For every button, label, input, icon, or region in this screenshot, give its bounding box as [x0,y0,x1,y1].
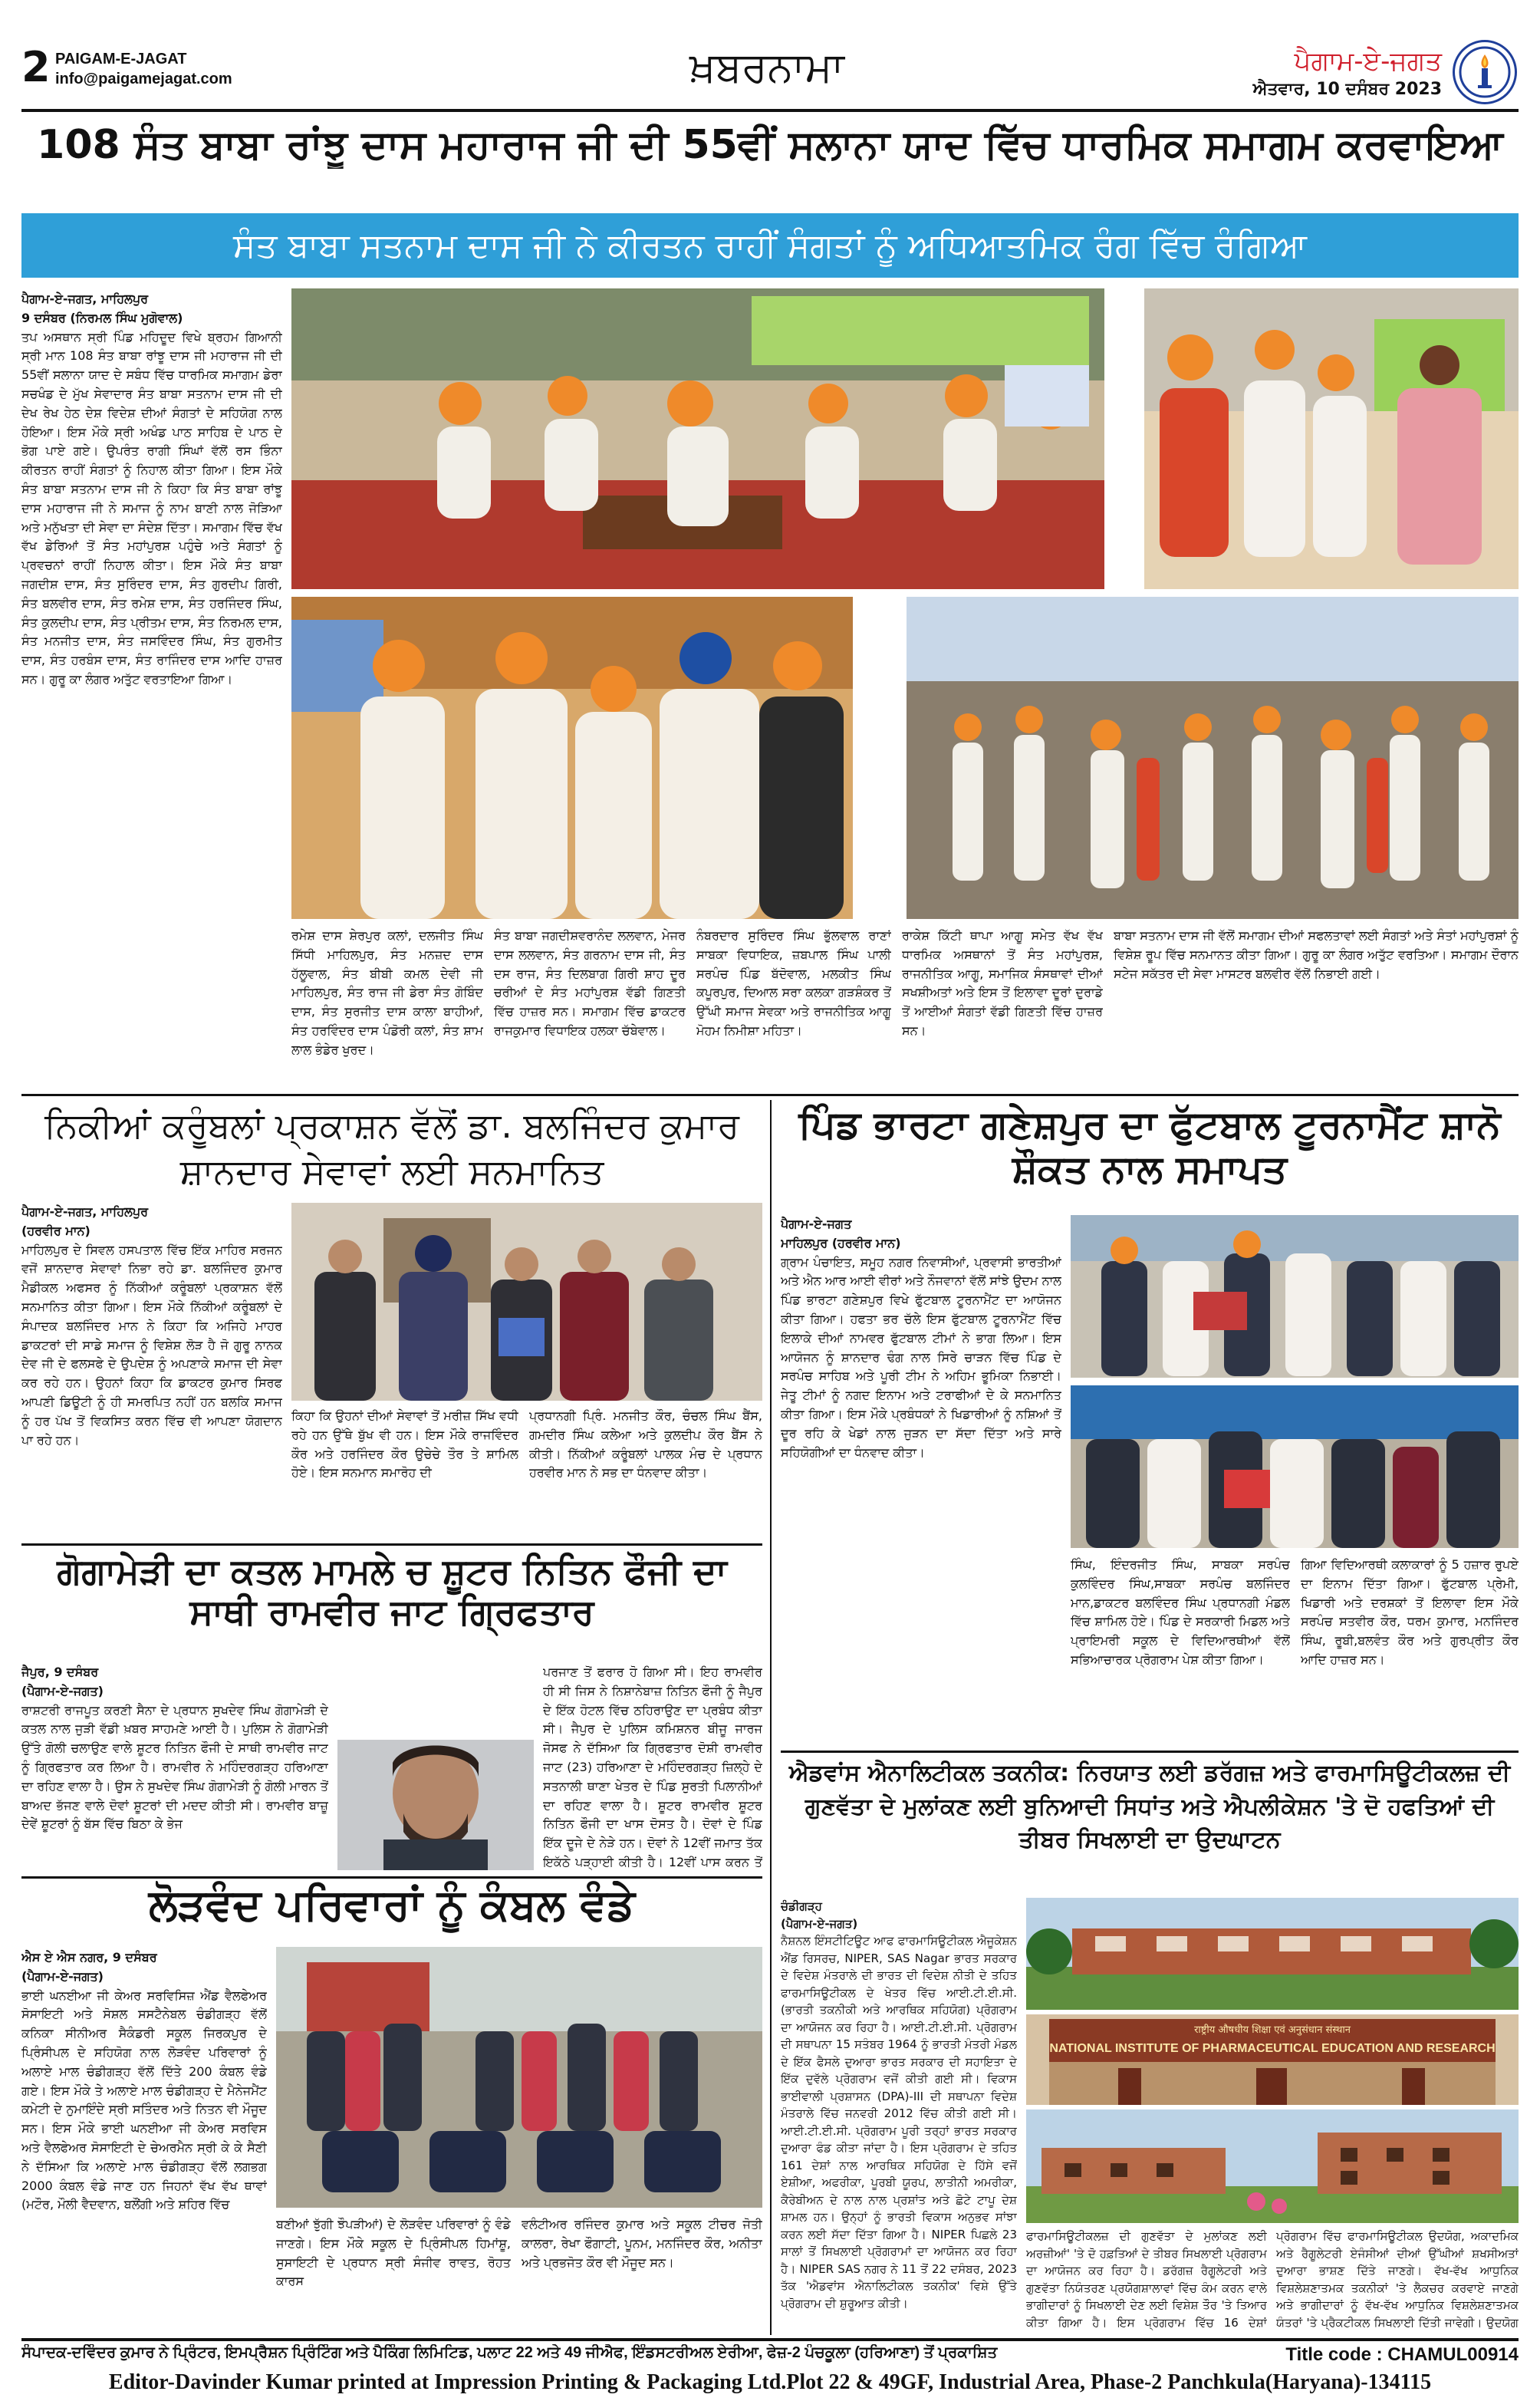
football-body-col1 [781,1215,1061,1744]
niper-body-col1 [781,1898,1017,2332]
newspaper-logo [1453,40,1517,104]
arrest-byline: ਜੈਪੁਰ, 9 ਦਸੰਬਰ [21,1665,99,1679]
lead-subhead-text: ਸੰਤ ਬਾਬਾ ਸਤਨਾਮ ਦਾਸ ਜੀ ਨੇ ਕੀਰਤਨ ਰਾਹੀਂ ਸੰਗਤਾਂ ਨੂੰ ਅਧਿਆਤਮਿਕ ਰੰਗ ਵਿੱਚ ਰੰਗਿਆ [233,226,1307,265]
niper-byline: ਚੰਡੀਗੜ੍ਹ [781,1899,822,1913]
football-byline: ਪੈਗਾਮ-ਏ-ਜਗਤ [781,1217,852,1231]
photo-dignitaries [1144,288,1519,589]
honor-body-col1 [21,1203,282,1540]
photo-football-guests [1071,1385,1519,1548]
blankets-body-col3: ਵਲੰਟੀਅਰ ਰਜਿੰਦਰ ਕੁਮਾਰ ਅਤੇ ਸਕੂਲ ਟੀਚਰ ਜੋਤੀ ਕਾਲਰਾ, ਰੇਖਾ ਫੌਗਾਟੀ, ਪੂਨਮ, ਮਨਜਿੰਦਰ ਕੌਰ, ਅਨੀਤਾ ਅਤੇ ਪ੍ਰਭਜੋਤ ਕੌਰ ਵੀ ਮੌਜੂਦ ਸਨ। [522,2217,762,2270]
lead-body-col2: ਰਮੇਸ਼ ਦਾਸ ਸ਼ੇਰਪੁਰ ਕਲਾਂ, ਦਲਜੀਤ ਸਿੰਘ ਸਿੱਧੀ ਮਾਹਿਲਪੁਰ, ਸੰਤ ਮਨਜ਼ਦ ਦਾਸ ਹੱਲੂਵਾਲ, ਸੰਤ ਬੀਬੀ ਕਮਲ ਦੇਵੀ ਜੀ ਮਾਹਿਲਪੁਰ, ਸੰਤ ਰਾਜ ਜੀ ਡੇਰਾ ਸੰਤ ਗੋਬਿੰਦ ਦਾਸ, ਸੰਤ ਸੁਰਜੀਤ ਦਾਸ ਕਾਲਾ ਬਾਹੀਆਂ, ਸੰਤ ਹਰਵਿੰਦਰ ਦਾਸ ਪੰਡੋਰੀ ਕਲਾਂ, ਸੰਤ ਸ਼ਾਮ ਲਾਲ ਭੰਡੇਰ ਖੁਰਦ। [291,928,483,1057]
blankets-byline: ਐਸ ਏ ਐਸ ਨਗਰ, 9 ਦਸੰਬਰ [21,1950,157,1965]
section-rule-4 [781,1751,1519,1753]
column-divider [770,1100,772,2335]
blankets-body-col1 [21,1948,267,2332]
honor-byline-author: (ਹਰਵੀਰ ਮਾਨ) [21,1223,90,1238]
football-body-col2: ਸਿੰਘ, ਇੰਦਰਜੀਤ ਸਿੰਘ, ਸਾਬਕਾ ਸਰਪੰਚ ਕੁਲਵਿੰਦਰ ਸਿੰਘ,ਸਾਬਕਾ ਸਰਪੰਚ ਬਲਜਿੰਦਰ ਮਾਨ,ਡਾਕਟਰ ਬਲਵਿੰਦਰ ਸਿੰਘ ਪ੍ਰਧਾਨਗੀ ਮੰਡਲ ਵਿੱਚ ਸ਼ਾਮਿਲ ਹੋਏ। ਪਿੰਡ ਦੇ ਸਰਕਾਰੀ ਮਿਡਲ ਅਤੇ ਪ੍ਰਾਇਮਰੀ ਸਕੂਲ ਦੇ ਵਿਦਿਆਰਥੀਆਂ ਵੱਲੋਂ ਸਭਿਆਚਾਰਕ ਪ੍ਰੋਗਰਾਮ ਪੇਸ਼ ਕੀਤਾ ਗਿਆ। [1071,1557,1290,1667]
niper-byline-source: (ਪੈਗਾਮ-ਏ-ਜਗਤ) [781,1916,858,1931]
paper-name: PAIGAM-E-JAGAT [55,51,187,68]
niper-body: ਨੈਸ਼ਨਲ ਇੰਸਟੀਟਿਊਟ ਆਫ ਫਾਰਮਾਸਿਊਟੀਕਲ ਐਜੂਕੇਸ਼ਨ ਐਂਡ ਰਿਸਰਚ, NIPER, SAS Nagar ਭਾਰਤ ਸਰਕਾਰ ਦੇ ਵਿਦੇਸ਼ ਮੰਤਰਾਲੇ ਦੀ ਭਾਰਤ ਦੀ ਵਿਦੇਸ਼ ਨੀਤੀ ਦੇ ਤਹਿਤ ਫਾਰਮਾਸਿਊਟੀਕਲ ਦੇ ਖੇਤਰ ਵਿੱਚ ਆਈ.ਟੀ.ਈ.ਸੀ. (ਭਾਰਤੀ ਤਕਨੀਕੀ ਅਤੇ ਆਰਥਿਕ ਸਹਿਯੋਗ) ਪ੍ਰੋਗਰਾਮ ਦਾ ਆਯੋਜਨ ਕਰ ਰਿਹਾ ਹੈ। ਆਈ.ਟੀ.ਈ.ਸੀ. ਪ੍ਰੋਗਰਾਮ ਦੀ ਸਥਾਪਨਾ 15 ਸਤੰਬਰ 1964 ਨੂੰ ਭਾਰਤੀ ਮੰਤਰੀ ਮੰਡਲ ਦੇ ਇੱਕ ਫੈਸਲੇ ਦੁਆਰਾ ਭਾਰਤ ਸਰਕਾਰ ਦੀ ਸਹਾਇਤਾ ਦੇ ਇੱਕ ਦੁਵੱਲੇ ਪ੍ਰੋਗਰਾਮ ਵਜੋਂ ਕੀਤੀ ਗਈ ਸੀ। ਵਿਕਾਸ ਭਾਈਵਾਲੀ ਪ੍ਰਸ਼ਾਸਨ (DPA)-III ਦੀ ਸਥਾਪਨਾ ਵਿਦੇਸ਼ ਮੰਤਰਾਲੇ ਵਿੱਚ ਜਨਵਰੀ 2012 ਵਿੱਚ ਕੀਤੀ ਗਈ ਸੀ। ਆਈ.ਟੀ.ਈ.ਸੀ. ਪ੍ਰੋਗਰਾਮ ਪੂਰੀ ਤਰ੍ਹਾਂ ਭਾਰਤ ਸਰਕਾਰ ਦੁਆਰਾ ਫੰਡ ਕੀਤਾ ਜਾਂਦਾ ਹੈ। ਇਸ ਪ੍ਰੋਗਰਾਮ ਦੇ ਤਹਿਤ 161 ਦੇਸ਼ਾਂ ਨਾਲ ਆਰਥਿਕ ਸਹਿਯੋਗ ਦੇ ਹਿੱਸੇ ਵਜੋਂ ਏਸ਼ੀਆ, ਅਫਰੀਕਾ, ਪੂਰਬੀ ਯੂਰਪ, ਲਾਤੀਨੀ ਅਮਰੀਕਾ, ਕੈਰੇਬੀਅਨ ਦੇ ਨਾਲ ਨਾਲ ਪ੍ਰਸ਼ਾਂਤ ਅਤੇ ਛੋਟੇ ਟਾਪੂ ਦੇਸ਼ ਸ਼ਾਮਲ ਹਨ। ਉਨ੍ਹਾਂ ਨੂੰ ਭਾਰਤੀ ਵਿਕਾਸ ਅਨੁਭਵ ਸਾਂਝਾ ਕਰਨ ਲਈ ਸੱਦਾ ਦਿੱਤਾ ਗਿਆ ਹੈ। NIPER ਪਿਛਲੇ 23 ਸਾਲਾਂ ਤੋਂ ਸਿਖਲਾਈ ਪ੍ਰੋਗਰਾਮਾਂ ਦਾ ਆਯੋਜਨ ਕਰ ਰਿਹਾ ਹੈ। NIPER SAS ਨਗਰ ਨੇ 11 ਤੋਂ 22 ਦਸੰਬਰ, 2023 ਤੱਕ 'ਐਡਵਾਂਸ ਐਨਾਲਿਟੀਕਲ ਤਕਨੀਕ' ਵਿਸ਼ੇ ਉੱਤੇ ਪ੍ਰੋਗਰਾਮ ਦੀ ਸ਼ੁਰੂਆਤ ਕੀਤੀ। [781,1934,1017,2310]
footer-imprint-punjabi: ਸੰਪਾਦਕ-ਦਵਿੰਦਰ ਕੁਮਾਰ ਨੇ ਪ੍ਰਿੰਟਰ, ਇਮਪ੍ਰੈਸ਼ਨ ਪ੍ਰਿੰਟਿੰਗ ਅਤੇ ਪੈਕਿੰਗ ਲਿਮਿਟਿਡ, ਪਲਾਟ 22 ਅਤੇ 49 ਜੀਐਫ, ਇੰਡਸਟਰੀਅਲ ਏਰੀਆ, ਫੇਜ਼-2 ਪੰਚਕੂਲਾ (ਹਰਿਆਣਾ) ਤੋਂ ਪ੍ਰਕਾਸ਼ਿਤ [21,2344,998,2361]
arrest-headline: ਗੋਗਾਮੇੜੀ ਦਾ ਕਤਲ ਮਾਮਲੇ ਚ ਸ਼ੂਟਰ ਨਿਤਿਨ ਫੌਜੀ ਦਾ ਸਾਥੀ ਰਾਮਵੀਰ ਜਾਟ ਗ੍ਰਿਫਤਾਰ [57,1551,727,1632]
brand-name: ਪੈਗਾਮ-ਏ-ਜਗਤ [1294,46,1442,77]
arrest-body-col2: ਪਰਜਾਣ ਤੋਂ ਫਰਾਰ ਹੋ ਗਿਆ ਸੀ। ਇਹ ਰਾਮਵੀਰ ਹੀ ਸੀ ਜਿਸ ਨੇ ਨਿਸ਼ਾਨੇਬਾਜ਼ ਨਿਤਿਨ ਫੌਜੀ ਨੂੰ ਜੈਪੁਰ ਦੇ ਇੱਕ ਹੋਟਲ ਵਿੱਚ ਠਹਿਰਾਉਣ ਦਾ ਪ੍ਰਬੰਧ ਕੀਤਾ ਸੀ। ਜੈਪੁਰ ਦੇ ਪੁਲਿਸ ਕਮਿਸ਼ਨਰ ਬੀਜੂ ਜਾਰਜ ਜੋਸਫ ਨੇ ਦੱਸਿਆ ਕਿ ਗ੍ਰਿਫਤਾਰ ਦੋਸ਼ੀ ਰਾਮਵੀਰ ਜਾਟ (23) ਹਰਿਆਣਾ ਦੇ ਮਹਿੰਦਰਗੜ੍ਹ ਜ਼ਿਲ੍ਹੇ ਦੇ ਸਤਨਾਲੀ ਥਾਣਾ ਖੇਤਰ ਦੇ ਪਿੰਡ ਸੁਰਤੀ ਪਿਲਾਨੀਆਂ ਦਾ ਰਹਿਣ ਵਾਲਾ ਹੈ। ਸ਼ੂਟਰ ਰਾਮਵੀਰ ਸ਼ੂਟਰ ਨਿਤਿਨ ਫੌਜੀ ਦਾ ਖਾਸ ਦੋਸਤ ਹੈ। ਦੋਵਾਂ ਦੇ ਪਿੰਡ ਇੱਕ ਦੂਜੇ ਦੇ ਨੇੜੇ ਹਨ। ਦੋਵਾਂ ਨੇ 12ਵੀਂ ਜਮਾਤ ਤੱਕ ਇਕੱਠੇ ਪੜ੍ਹਾਈ ਕੀਤੀ ਹੈ। 12ਵੀਂ ਪਾਸ ਕਰਨ ਤੋਂ [543,1665,762,1869]
issue-date: ਐਤਵਾਰ, 10 ਦਸੰਬਰ 2023 [1252,80,1442,99]
niper-body-col2: ਫਾਰਮਾਸਿਊਟੀਕਲਜ਼ ਦੀ ਗੁਣਵੱਤਾ ਦੇ ਮੁਲਾਂਕਣ ਲਈ ਅਰਜ਼ੀਆਂ' 'ਤੇ ਦੋ ਹਫ਼ਤਿਆਂ ਦੇ ਤੀਬਰ ਸਿਖਲਾਈ ਪ੍ਰੋਗਰਾਮ ਦਾ ਆਯੋਜਨ ਕਰ ਰਿਹਾ ਹੈ। ਡਰੱਗਜ਼ ਰੈਗੂਲੇਟਰੀ ਅਤੇ ਗੁਣਵੱਤਾ ਨਿਯੰਤਰਣ ਪ੍ਰਯੋਗਸ਼ਾਲਾਵਾਂ ਵਿੱਚ ਕੰਮ ਕਰਨ ਵਾਲੇ ਭਾਗੀਦਾਰਾਂ ਨੂੰ ਸਿਖਲਾਈ ਦੇਣ ਲਈ ਵਿਸ਼ੇਸ਼ ਤੌਰ 'ਤੇ ਤਿਆਰ ਕੀਤਾ ਗਿਆ ਹੈ। ਇਸ ਪ੍ਰੋਗਰਾਮ ਵਿੱਚ 16 ਦੇਸ਼ਾਂ [1026,2229,1267,2330]
lead-subhead [21,213,1519,278]
masthead-rule [21,109,1519,112]
niper-body-col3: ਪ੍ਰੋਗਰਾਮ ਵਿੱਚ ਫਾਰਮਾਸਿਊਟੀਕਲ ਉਦਯੋਗ, ਅਕਾਦਮਿਕ ਅਤੇ ਰੈਗੂਲੇਟਰੀ ਏਜੰਸੀਆਂ ਦੀਆਂ ਉੱਘੀਆਂ ਸ਼ਖਸੀਅਤਾਂ ਦੁਆਰਾ ਭਾਸ਼ਣ ਦਿੱਤੇ ਜਾਣਗੇ। ਵੱਖ-ਵੱਖ ਆਧੁਨਿਕ ਵਿਸ਼ਲੇਸ਼ਣਾਤਮਕ ਤਕਨੀਕਾਂ 'ਤੇ ਲੈਕਚਰ ਕਰਵਾਏ ਜਾਣਗੇ ਅਤੇ ਭਾਗੀਦਾਰਾਂ ਨੂੰ ਵੱਖ-ਵੱਖ ਆਧੁਨਿਕ ਵਿਸ਼ਲੇਸ਼ਣਾਤਮਕ ਯੰਤਰਾਂ 'ਤੇ ਪ੍ਰੈਕਟੀਕਲ ਸਿਖਲਾਈ ਦਿੱਤੀ ਜਾਵੇਗੀ। ਉਦਯੋਗ [1276,2229,1519,2330]
lead-body-col4: ਨੰਬਰਦਾਰ ਸੁਰਿੰਦਰ ਸਿੰਘ ਭੁੱਲਵਾਲ ਰਾਣਾਂ ਸਾਬਕਾ ਵਿਧਾਇਕ, ਜ਼ਬਪਾਲ ਸਿੰਘ ਪਾਲੀ ਸਰਪੰਚ ਪਿੰਡ ਬੱਦੋਵਾਲ, ਮਲਕੀਤ ਸਿੰਘ ਕਪੂਰਪੁਰ, ਦਿਆਲ ਸਰਾ ਕਲਕਾ ਗੜਸ਼ੰਕਰ ਤੋਂ ਉੱਘੀ ਸਮਾਜ ਸੇਵਕਾ ਅਤੇ ਰਾਜਨੀਤਿਕ ਆਗੂ ਮੋਹਮ ਨਿਮੀਸ਼ਾ ਮਹਿਤਾ। [696,928,891,1038]
blankets-byline-source: (ਪੈਗਾਮ-ਏ-ਜਗਤ) [21,1968,104,1984]
arrest-body-col1 [21,1663,328,1870]
torch-icon [1458,45,1512,99]
photo-kirtan-stage [291,288,1104,589]
photo-niper-buildings [1026,2110,1519,2223]
honor-headline: ਨਿਕੀਆਂ ਕਰੂੰਬਲਾਂ ਪ੍ਰਕਾਸ਼ਨ ਵੱਲੋਂ ਡਾ. ਬਲਜਿੰਦਰ ਕੁਮਾਰ ਸ਼ਾਨਦਾਰ ਸੇਵਾਵਾਂ ਲਈ ਸਨਮਾਨਿਤ [44,1105,740,1192]
honor-byline: ਪੈਗਾਮ-ਏ-ਜਗਤ, ਮਾਹਿਲਪੁਰ [21,1204,149,1219]
lead-byline-date: 9 ਦਸੰਬਰ (ਨਿਰਮਲ ਸਿੰਘ ਮੁਗੋਵਾਲ) [21,310,183,325]
niper-headline: ਐਡਵਾਂਸ ਐਨਾਲਿਟੀਕਲ ਤਕਨੀਕ: ਨਿਰਯਾਤ ਲਈ ਡਰੱਗਜ਼ ਅਤੇ ਫਾਰਮਾਸਿਊਟੀਕਲਜ਼ ਦੀ ਗੁਣਵੱਤਾ ਦੇ ਮੁਲਾਂਕਣ ਲਈ ਬੁਨਿਆਦੀ ਸਿਧਾਂਤ ਅਤੇ ਐਪਲੀਕੇਸ਼ਨ 'ਤੇ ਦੋ ਹਫਤਿਆਂ ਦੀ ਤੀਬਰ ਸਿਖਲਾਈ ਦਾ ਉਦਘਾਟਨ [788,1760,1511,1853]
section-rule-2 [21,1543,762,1546]
honor-body: ਮਾਹਿਲਪੁਰ ਦੇ ਸਿਵਲ ਹਸਪਤਾਲ ਵਿੱਚ ਇੱਕ ਮਾਹਿਰ ਸਰਜਨ ਵਜੋਂ ਸ਼ਾਨਦਾਰ ਸੇਵਾਵਾਂ ਨਿਭਾ ਰਹੇ ਡਾ. ਬਲਜਿੰਦਰ ਕੁਮਾਰ ਮੈਡੀਕਲ ਅਫਸਰ ਨੂੰ ਨਿੱਕੀਆਂ ਕਰੂੰਬਲਾਂ ਪ੍ਰਕਾਸ਼ਨ ਵੱਲੋਂ ਸਨਮਾਨਿਤ ਕੀਤਾ ਗਿਆ। ਇਸ ਮੌਕੇ ਨਿੱਕੀਆਂ ਕਰੂੰਬਲਾਂ ਦੇ ਸੰਪਾਦਕ ਬਲਜਿੰਦਰ ਮਾਨ ਨੇ ਕਿਹਾ ਕਿ ਅਜਿਹੇ ਮਾਹਰ ਡਾਕਟਰਾਂ ਦੀ ਸਾਡੇ ਸਮਾਜ ਨੂੰ ਵਿਸ਼ੇਸ਼ ਲੋੜ ਹੈ ਜੋ ਗੁਰੂ ਨਾਨਕ ਦੇਵ ਜੀ ਦੇ ਫਲਸਫੇ ਦੇ ਉਪਦੇਸ਼ ਨੂੰ ਅਪਣਾਕੇ ਸਮਾਜ ਦੀ ਸੇਵਾ ਕਰ ਰਹੇ ਹਨ। ਉਹਨਾਂ ਕਿਹਾ ਕਿ ਡਾਕਟਰ ਕੁਮਾਰ ਸਿਰਫ ਆਪਣੀ ਡਿਊਟੀ ਨੂੰ ਹੀ ਸਮਰਪਿਤ ਨਹੀਂ ਹਨ ਬਲਕਿ ਸਮਾਜ ਨੂੰ ਹਰ ਪੱਖ ਤੋਂ ਵਿਕਸਿਤ ਕਰਨ ਵਿੱਚ ਵੀ ਆਪਣਾ ਯੋਗਦਾਨ ਪਾ ਰਹੇ ਹਨ। [21,1242,282,1448]
footer-imprint-english: Editor-Davinder Kumar printed at Impression Printing & Packaging Ltd.Plot 22 & 49GF, Industrial Area, Phase-2 Panchkula(Haryana)-134115 [108,2370,1432,2394]
lead-body-col3: ਸੰਤ ਬਾਬਾ ਜਗਦੀਸ਼ਵਰਾਨੰਦ ਲਲਵਾਨ, ਮੇਜਰ ਦਾਸ ਲਲਵਾਨ, ਸੰਤ ਗਰਨਾਮ ਦਾਸ ਜੀ, ਸੰਤ ਦਸ ਰਾਜ, ਸੰਤ ਦਿਲਬਾਗ ਗਿਰੀ ਸ਼ਾਹ ਦੂਰ ਚਰੀਆਂ ਦੇ ਸੰਤ ਮਹਾਂਪੁਰਸ਼ ਵੱਡੀ ਗਿਣਤੀ ਵਿੱਚ ਹਾਜ਼ਰ ਸਨ। ਸਮਾਗਮ ਵਿੱਚ ਡਾਕਟਰ ਰਾਜਕੁਮਾਰ ਵਿਧਾਇਕ ਹਲਕਾ ਚੱਬੇਵਾਲ। [494,928,686,1038]
lead-body: ਤਪ ਅਸਥਾਨ ਸ੍ਰੀ ਪਿੰਡ ਮਹਿਦੂਦ ਵਿਖੇ ਬ੍ਰਹਮ ਗਿਆਨੀ ਸ੍ਰੀ ਮਾਨ 108 ਸੰਤ ਬਾਬਾ ਰਾਂਝੂ ਦਾਸ ਜੀ ਮਹਾਰਾਜ ਜੀ ਦੀ 55ਵੀਂ ਸਲਾਨਾ ਯਾਦ ਦੇ ਸਬੰਧ ਵਿੱਚ ਧਾਰਮਿਕ ਸਮਾਗਮ ਡੇਰਾ ਸਚਖੰਡ ਦੇ ਮੁੱਖ ਸੇਵਾਦਾਰ ਸੰਤ ਬਾਬਾ ਸਤਨਾਮ ਦਾਸ ਜੀ ਦੀ ਦੇਖ ਰੇਖ ਹੇਠ ਦੇਸ਼ ਵਿਦੇਸ਼ ਦੀਆਂ ਸੰਗਤਾਂ ਦੇ ਸਹਿਯੋਗ ਨਾਲ ਹੋਇਆ। ਇਸ ਮੌਕੇ ਸ੍ਰੀ ਅਖੰਡ ਪਾਠ ਸਾਹਿਬ ਦੇ ਪਾਠ ਦੇ ਭੋਗ ਪਾਏ ਗਏ। ਉਪਰੰਤ ਰਾਗੀ ਸਿੰਘਾਂ ਵੱਲੋਂ ਰਸ ਭਿੰਨਾ ਕੀਰਤਨ ਰਾਹੀਂ ਸੰਗਤਾਂ ਨੂੰ ਨਿਹਾਲ ਕੀਤਾ ਗਿਆ। ਇਸ ਮੌਕੇ ਸੰਤ ਬਾਬਾ ਸਤਨਾਮ ਦਾਸ ਜੀ ਨੇ ਕਿਹਾ ਕਿ ਸੰਤ ਬਾਬਾ ਰਾਂਝੂ ਦਾਸ ਮਹਾਰਾਜ ਜੀ ਨੇ ਸਮਾਜ ਨੂੰ ਨਾਮ ਬਾਣੀ ਨਾਲ ਜੋੜਿਆ ਅਤੇ ਮਨੁੱਖਤਾ ਦੀ ਸੇਵਾ ਦਾ ਸੰਦੇਸ਼ ਦਿੱਤਾ। ਸਮਾਗਮ ਵਿੱਚ ਵੱਖ ਵੱਖ ਡੇਰਿਆਂ ਤੋਂ ਸੰਤ ਮਹਾਂਪੁਰਸ਼ ਪਹੁੰਚੇ ਅਤੇ ਸੰਗਤਾਂ ਨੂੰ ਪ੍ਰਵਚਨਾਂ ਰਾਹੀਂ ਨਿਹਾਲ ਕੀਤਾ। ਇਸ ਮੌਕੇ ਸੰਤ ਬਾਬਾ ਜਗਦੀਸ਼ ਦਾਸ, ਸੰਤ ਸੁਰਿੰਦਰ ਦਾਸ, ਸੰਤ ਗੁਰਦੀਪ ਗਿਰੀ, ਸੰਤ ਬਲਵੀਰ ਦਾਸ, ਸੰਤ ਰਮੇਸ਼ ਦਾਸ, ਸੰਤ ਹਰਜਿੰਦਰ ਸਿੰਘ, ਸੰਤ ਕੁਲਦੀਪ ਦਾਸ, ਸੰਤ ਪ੍ਰੀਤਮ ਦਾਸ, ਸੰਤ ਨਿਰਮਲ ਦਾਸ, ਸੰਤ ਮਨਜੀਤ ਦਾਸ, ਸੰਤ ਜਸਵਿੰਦਰ ਸਿੰਘ, ਸੰਤ ਗੁਰਮੀਤ ਦਾਸ, ਸੰਤ ਹਰਬੰਸ ਦਾਸ, ਸੰਤ ਰਾਜਿੰਦਰ ਦਾਸ ਆਦਿ ਹਾਜ਼ਰ ਸਨ। ਗੁਰੂ ਕਾ ਲੰਗਰ ਅਤੁੱਟ ਵਰਤਾਇਆ ਗਿਆ। [21,329,282,687]
photo-football-prize [1071,1215,1519,1378]
honor-body-col2: ਕਿਹਾ ਕਿ ਉਹਨਾਂ ਦੀਆਂ ਸੇਵਾਵਾਂ ਤੋਂ ਮਰੀਜ਼ ਸਿੱਖ ਵਧੀ ਰਹੇ ਹਨ ਉੱਥੇ ਬੁੱਖ ਵੀ ਹਨ। ਇਸ ਮੌਕੇ ਰਾਜਵਿੰਦਰ ਕੌਰ ਅਤੇ ਹਰਜਿੰਦਰ ਕੌਰ ਉਚੇਚੇ ਤੌਰ ਤੇ ਸ਼ਾਮਿਲ ਹੋਏ। ਇਸ ਸਨਮਾਨ ਸਮਾਰੋਹ ਦੀ [291,1408,518,1480]
lead-body-col1 [21,290,282,1203]
blankets-body-col2: ਬਣੀਆਂ ਝੁੱਗੀ ਝੌਪੜੀਆਂ) ਦੇ ਲੋੜਵੰਦ ਪਰਿਵਾਰਾਂ ਨੂੰ ਵੰਡੇ ਜਾਣਗੇ। ਇਸ ਮੌਕੇ ਸਕੂਲ ਦੇ ਪ੍ਰਿੰਸੀਪਲ ਹਿਮਾਂਸ਼ੂ, ਸੁਸਾਇਟੀ ਦੇ ਪ੍ਰਧਾਨ ਸ੍ਰੀ ਸੰਜੀਵ ਰਾਵਤ, ਰੋਹਤ ਕਾਰਸ [276,2217,511,2289]
lead-body-col6: ਬਾਬਾ ਸਤਨਾਮ ਦਾਸ ਜੀ ਵੱਲੋਂ ਸਮਾਗਮ ਦੀਆਂ ਸਫਲਤਾਵਾਂ ਲਈ ਸੰਗਤਾਂ ਅਤੇ ਸੰਤਾਂ ਮਹਾਂਪੁਰਸ਼ਾਂ ਨੂੰ ਵਿਸ਼ੇਸ਼ ਰੂਪ ਵਿੱਚ ਸਨਮਾਨਤ ਕੀਤਾ ਗਿਆ। ਗੁਰੂ ਕਾ ਲੰਗਰ ਅਤੁੱਟ ਵਰਤਿਆ। ਸਮਾਗਮ ਦੌਰਾਨ ਸਟੇਜ ਸਕੱਤਰ ਦੀ ਸੇਵਾ ਮਾਸਟਰ ਬਲਵੀਰ ਵੱਲੋਂ ਨਿਭਾਈ ਗਈ। [1114,928,1519,981]
blankets-headline: ਲੋੜਵੰਦ ਪਰਿਵਾਰਾਂ ਨੂੰ ਕੰਬਲ ਵੰਡੇ [149,1881,635,1930]
blankets-body: ਭਾਈ ਘਨਈਆ ਜੀ ਕੇਅਰ ਸਰਵਿਸਿਜ਼ ਐਂਡ ਵੈਲਫੇਅਰ ਸੋਸਾਇਟੀ ਅਤੇ ਸੋਸ਼ਲ ਸਸਟੈਨੇਬਲ ਚੰਡੀਗੜ੍ਹ ਵੱਲੋਂ ਕਨਿਕਾ ਸੀਨੀਅਰ ਸੈਕੰਡਰੀ ਸਕੂਲ ਜਿਰਕਪੁਰ ਦੇ ਪ੍ਰਿੰਸੀਪਲ ਦੇ ਸਹਿਯੋਗ ਨਾਲ ਲੋੜਵੰਦ ਪਰਿਵਾਰਾਂ ਨੂੰ ਅਲਾਏ ਮਾਲ ਚੰਡੀਗੜ੍ਹ ਵੱਲੋਂ ਦਿੱਤੇ 200 ਕੰਬਲ ਵੰਡੇ ਗਏ। ਇਸ ਮੌਕੇ ਤੇ ਅਲਾਏ ਮਾਲ ਚੰਡੀਗੜ੍ਹ ਦੇ ਮੈਨੇਜਮੈਂਟ ਕਮੇਟੀ ਦੇ ਨੁਮਾਇੰਦੇ ਸ੍ਰੀ ਸਤਿੰਦਰ ਅਤੇ ਨਿਤਨ ਵੀ ਮੌਜੂਦ ਸਨ। ਇਸ ਮੌਕੇ ਭਾਈ ਘਨਈਆ ਜੀ ਕੇਅਰ ਸਰਵਿਸ ਅਤੇ ਵੈਲਫੇਅਰ ਸੋਸਾਇਟੀ ਦੇ ਚੇਅਰਮੈਨ ਸ੍ਰੀ ਕੇ ਕੇ ਸੈਣੀ ਨੇ ਦੱਸਿਆ ਕਿ ਅਲਾਏ ਮਾਲ ਚੰਡੀਗੜ੍ਹ ਵੱਲੋਂ ਲਗਭਗ 2000 ਕੰਬਲ ਵੰਡੇ ਜਾਣ ਹਨ ਜਿਹਨਾਂ ਵੱਖ ਵੱਖ ਥਾਵਾਂ (ਮਟੌਰ, ਮੌਲੀ ਵੈਦਵਾਨ, ਬਲੌਂਗੀ ਅਤੇ ਸ਼ਹਿਰ ਵਿੱਚ [21,1988,267,2212]
section-rule-1 [21,1094,1519,1096]
niper-sign-hindi: राष्ट्रीय औषधीय शिक्षा एवं अनुसंधान संस्थान [1194,2024,1351,2036]
photo-honor-ceremony [291,1203,762,1401]
honor-body-col3: ਪ੍ਰਧਾਨਗੀ ਪ੍ਰਿੰ. ਮਨਜੀਤ ਕੌਰ, ਚੰਚਲ ਸਿੰਘ ਬੈਂਸ, ਗਮਦੀਰ ਸਿੰਘ ਕਲੇਆ ਅਤੇ ਕੁਲਦੀਪ ਕੌਰ ਬੈਂਸ ਨੇ ਕੀਤੀ। ਨਿੱਕੀਆਂ ਕਰੂੰਬਲਾਂ ਪਾਲਕ ਮੰਚ ਦੇ ਪ੍ਰਧਾਨ ਹਰਵੀਰ ਮਾਨ ਨੇ ਸਭ ਦਾ ਧੰਨਵਾਦ ਕੀਤਾ। [529,1408,762,1480]
photo-accused [337,1740,534,1870]
niper-sign-english: NATIONAL INSTITUTE OF PHARMACEUTICAL EDUCATION AND RESEARCH [1049,2042,1496,2055]
football-headline: ਪਿੰਡ ਭਾਰਟਾ ਗਣੇਸ਼ਪੁਰ ਦਾ ਫੁੱਟਬਾਲ ਟੂਰਨਾਮੈਂਟ ਸ਼ਾਨੋ ਸ਼ੌਕਤ ਨਾਲ ਸਮਾਪਤ [798,1103,1501,1191]
lead-body-col5: ਰਾਕੇਸ਼ ਕਿੱਟੀ ਥਾਪਾ ਆਗੂ ਸਮੇਤ ਵੱਖ ਵੱਖ ਧਾਰਮਿਕ ਅਸਥਾਨਾਂ ਤੋਂ ਸੰਤ ਮਹਾਂਪੁਰਸ਼, ਰਾਜਨੀਤਿਕ ਆਗੂ, ਸਮਾਜਿਕ ਸੰਸਥਾਵਾਂ ਦੀਆਂ ਸਖਸ਼ੀਅਤਾਂ ਅਤੇ ਇਸ ਤੋਂ ਇਲਾਵਾ ਦੂਰਾਂ ਦੁਰਾਡੇ ਤੋਂ ਆਈਆਂ ਸੰਗਤਾਂ ਵੱਡੀ ਗਿਣਤੀ ਵਿੱਚ ਹਾਜ਼ਰ ਸਨ। [902,928,1103,1038]
section-rule-3 [21,1876,762,1879]
arrest-byline-source: (ਪੈਗਾਮ-ਏ-ਜਗਤ) [21,1683,104,1698]
football-body-col3: ਗਿਆ ਵਿਦਿਆਰਥੀ ਕਲਾਕਾਰਾਂ ਨੂੰ 5 ਹਜ਼ਾਰ ਰੁਪਏ ਦਾ ਇਨਾਮ ਦਿੱਤਾ ਗਿਆ। ਫੁੱਟਬਾਲ ਪ੍ਰੇਮੀ, ਖਿਡਾਰੀ ਅਤੇ ਦਰਸ਼ਕਾਂ ਤੋਂ ਇਲਾਵਾ ਇਸ ਮੌਕੇ ਸਰਪੰਚ ਸਤਵੀਰ ਕੌਰ, ਧਰਮ ਕੁਮਾਰ, ਮਨਜਿੰਦਰ ਸਿੰਘ, ਰੂਬੀ,ਬਲਵੰਤ ਕੌਰ ਅਤੇ ਗੁਰਪ੍ਰੀਤ ਕੌਰ ਆਦਿ ਹਾਜ਼ਰ ਸਨ। [1301,1557,1519,1667]
lead-byline: ਪੈਗਾਮ-ਏ-ਜਗਤ, ਮਾਹਿਲਪੁਰ [21,291,149,306]
football-body: ਗ੍ਰਾਮ ਪੰਚਾਇਤ, ਸਮੂਹ ਨਗਰ ਨਿਵਾਸੀਆਂ, ਪ੍ਰਵਾਸੀ ਭਾਰਤੀਆਂ ਅਤੇ ਐਨ ਆਰ ਆਈ ਵੀਰਾਂ ਅਤੇ ਨੌਜਵਾਨਾਂ ਵੱਲੋਂ ਸਾਂਝੇ ਉਦਮ ਨਾਲ ਪਿੰਡ ਭਾਰਟਾ ਗਣੇਸ਼ਪੁਰ ਵਿਖੇ ਫੁੱਟਬਾਲ ਟੂਰਨਾਮੈਂਟ ਦਾ ਆਯੋਜਨ ਕੀਤਾ ਗਿਆ। ਹਫਤਾ ਭਰ ਚੱਲੇ ਇਸ ਫੁੱਟਬਾਲ ਟੂਰਨਾਮੈਂਟ ਵਿੱਚ ਇਲਾਕੇ ਦੀਆਂ ਨਾਮਵਰ ਫੁੱਟਬਾਲ ਟੀਮਾਂ ਨੇ ਭਾਗ ਲਿਆ। ਇਸ ਆਯੋਜਨ ਨੂੰ ਸ਼ਾਨਦਾਰ ਢੰਗ ਨਾਲ ਸਿਰੇ ਚਾੜਨ ਵਿੱਚ ਪਿੰਡ ਦੇ ਸਰਪੰਚ ਸਾਹਿਬ ਅਤੇ ਪੂਰੀ ਟੀਮ ਨੇ ਅਹਿਮ ਭੂਮਿਕਾ ਨਿਭਾਈ। ਜੇਤੂ ਟੀਮਾਂ ਨੂੰ ਨਗਦ ਇਨਾਮ ਅਤੇ ਟਰਾਫੀਆਂ ਦੇ ਕੇ ਸਨਮਾਨਿਤ ਕੀਤਾ ਗਿਆ। ਇਸ ਮੌਕੇ ਪ੍ਰਬੰਧਕਾਂ ਨੇ ਖਿਡਾਰੀਆਂ ਨੂੰ ਨਸ਼ਿਆਂ ਤੋਂ ਦੂਰ ਰਹਿ ਕੇ ਖੇਡਾਂ ਨਾਲ ਜੁੜਨ ਦਾ ਸੱਦਾ ਦਿੱਤਾ ਅਤੇ ਸਾਰੇ ਸਹਿਯੋਗੀਆਂ ਦਾ ਧੰਨਵਾਦ ਕੀਤਾ। [781,1254,1061,1460]
footer-title-code: Title code : CHAMUL00914 [1285,2344,1519,2365]
email-link[interactable]: info@paigamejagat.com [55,71,232,87]
lead-headline: 108 ਸੰਤ ਬਾਬਾ ਰਾਂਝੂ ਦਾਸ ਮਹਾਰਾਜ ਜੀ ਦੀ 55ਵੀਂ ਸਲਾਨਾ ਯਾਦ ਵਿੱਚ ਧਾਰਮਿਕ ਸਮਾਗਮ ਕਰਵਾਇਆ [37,123,1503,168]
football-byline-author: ਮਾਹਿਲਪੁਰ (ਹਰਵੀਰ ਮਾਨ) [781,1235,901,1250]
arrest-body: ਰਾਸ਼ਟਰੀ ਰਾਜਪੂਤ ਕਰਣੀ ਸੈਨਾ ਦੇ ਪ੍ਰਧਾਨ ਸੁਖਦੇਵ ਸਿੰਘ ਗੋਗਾਮੇੜੀ ਦੇ ਕਤਲ ਨਾਲ ਜੁੜੀ ਵੱਡੀ ਖ਼ਬਰ ਸਾਹਮਣੇ ਆਈ ਹੈ। ਪੁਲਿਸ ਨੇ ਗੋਗਾਮੇੜੀ ਉੱਤੇ ਗੋਲੀ ਚਲਾਉਣ ਵਾਲੇ ਸ਼ੂਟਰ ਨਿਤਿਨ ਫੌਜੀ ਦੇ ਸਾਥੀ ਰਾਮਵੀਰ ਜਾਟ ਨੂੰ ਗ੍ਰਿਫਤਾਰ ਕਰ ਲਿਆ ਹੈ। ਰਾਮਵੀਰ ਨੇ ਮਹਿੰਦਰਗੜ੍ਹ ਹਰਿਆਣਾ ਦਾ ਰਹਿਣ ਵਾਲਾ ਹੈ। ਉਸ ਨੇ ਸੁਖਦੇਵ ਸਿੰਘ ਗੋਗਾਮੇੜੀ ਨੂੰ ਗੋਲੀ ਮਾਰਨ ਤੋਂ ਬਾਅਦ ਭੱਜਣ ਵਾਲੇ ਦੋਵਾਂ ਸ਼ੂਟਰਾਂ ਦੀ ਮਦਦ ਕੀਤੀ ਸੀ। ਰਾਮਵੀਰ ਬਾਜ਼ੂ ਦੇਵੇਂ ਸ਼ੂਟਰਾਂ ਨੂੰ ਬੱਸ ਵਿੱਚ ਬਿਠਾ ਕੇ ਭੇਜ [21,1702,328,1832]
footer-rule [21,2338,1519,2341]
photo-blanket-distribution [276,1947,762,2208]
photo-sangat-crowd [907,597,1519,919]
photo-niper-campus [1026,1898,1519,2010]
photo-saints-group [291,597,853,919]
page-number: 2 [21,43,51,91]
section-title: ਖ਼ਬਰਨਾਮਾ [689,43,844,91]
